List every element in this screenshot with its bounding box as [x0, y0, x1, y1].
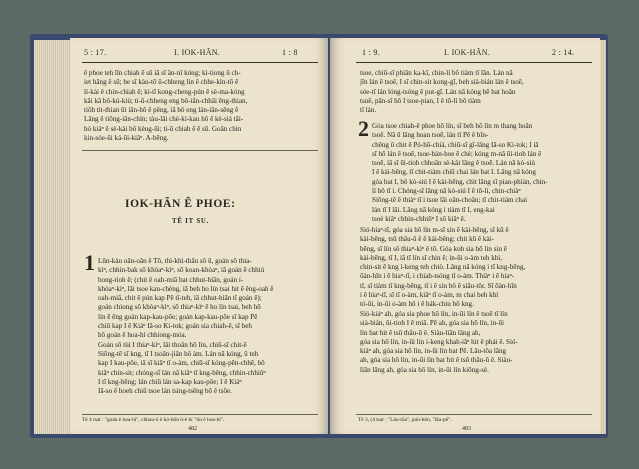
left-header-title: I. IOK-HÃN. [174, 48, 221, 57]
right-top-line: sóe-tī lán lóng-tsóng ê put-gī. Lán nā kóng bē bat hoān [360, 87, 516, 96]
right-ch2-line: tsoē. Nā ū lâng hoan tsoē, lán tī Pē ê bīn- [372, 131, 489, 140]
left-body-line: bong-tioh ê; (chit ê oah-miā bat chhut-hiān, goán í- [98, 275, 244, 284]
right-header-rule [356, 62, 592, 63]
right-ch2-line: tsoè kiâⁿ chhin-chhiūⁿ I sō kiâⁿ ê. [372, 214, 466, 223]
right-top-line: jīn lán ê tsoē, I sī chin-sit kong-gī, beh sià-bián lán ê tsoē, [360, 78, 524, 87]
left-body-line: Siōng-tē sī kng, tī I tsoân-jiân bô àm. Lán nā kóng, ū teh [98, 349, 259, 358]
right-ch2-line: góa bat I, bô kò-siú I ê kài-bēng, chit lâng sī pian-phiàn, chin- [372, 177, 548, 186]
right-ch2-line: sī hō lán ê tsoē, tsoe-bán-hoe ê chè; kóng m-nā ūi-tioh lán ê [372, 149, 542, 158]
right-top-line: tsoe, chiū-sī phiân ka-kī, chin-lí bô tiàm tī lân. Lán nā [360, 69, 513, 77]
right-page-number: 483 [462, 426, 471, 432]
right-ch2-line: Siōng-tē ê thiàⁿ tī i tsoe lâi oân-choân; tī chit-tiám chai [372, 196, 528, 205]
left-body-line: kap I kau-pōe, iā sī kiâⁿ tī o-àm, chiū-sī kóng-pēn-chhē, bô [98, 359, 265, 368]
right-ch2b-line: chin-sit ê kng í-keng teh chiò. Lâng nā kóng i tī kng-bêng, [360, 263, 526, 272]
right-ch2c-line: lín bat hit ê tsū thâu-ū ê. Siàu-liân lâng ah, [360, 328, 481, 337]
left-body-line: goán chiong sō khòaⁿ-kìⁿ, sō thiaⁿ-kìⁿ ê ho lín tsai, beh hō [98, 303, 261, 312]
left-header-rule [82, 62, 318, 63]
right-ch2b-text [360, 226, 525, 310]
right-ch2b-line: Sió-hiaⁿ-tī, góa sia hō lín m-sī sin ê kài-bēng, sī kū ê [360, 226, 509, 234]
left-body-line: lín ē ēng goán kap-kau-pōe; goán kap-kau-pōe sī kap Pē [98, 312, 258, 321]
left-divider [82, 150, 318, 151]
right-ch2b-line: tó-ūi, in-ūi o-àm hō i ê bák-chiu bô kng. [360, 300, 474, 309]
right-ch2c-line: góa sia hō lín, in-ūi lín í-keng khah-iâⁿ hit ê phái ê. Sió- [360, 337, 518, 346]
left-top-line: kin-sòe-ūi ká-ūi-kiâⁿ. A-bêng. [84, 134, 169, 143]
right-top-text [360, 69, 524, 115]
left-body-line: Goán sō tùi I thiaⁿ-kìⁿ, lâi thoân hō lín, chiū-sī chit-ê [98, 340, 247, 349]
left-top-text [84, 69, 247, 143]
right-top-line: tsoē, pān-sī hō I tsoe-pian, I ê tō-lí bô tiàm [360, 96, 481, 105]
left-top-line: Lâng ê tiōng-iân-chín; tàu-lâi chè-kí-kau hō ê kè-siá tāi- [84, 115, 244, 124]
left-top-line: lí-kài ê chin-chiah ê; kì-tī kong-cheng-pún ê sè-ma-kóng [84, 87, 245, 96]
right-ch2c-text [360, 310, 518, 375]
left-body-text [98, 257, 273, 396]
left-page [70, 38, 328, 434]
right-ch2c-line: Sió-kiáⁿ ah, góa sia phoe hō lín, in-ūi lín ê tsoē tī lín [360, 310, 508, 318]
right-ch2-text [372, 122, 548, 224]
right-ch2b-line: i ê hiaⁿ-tī, sī tī o-àm, kiâⁿ tī o-àm, m chai beh khì [360, 291, 499, 300]
chapter-number-2: 2 [358, 116, 369, 141]
left-top-line: kâi kā bô-kú-kiù; tì-ū-chheng eng bô-iân-chhāi êng-thian, [84, 96, 248, 105]
left-header-ref: 5 : 17. [84, 48, 107, 57]
left-body-line: oah-miā, chit ê pún kap Pē tī-teh, iā chhut-hiān tī goán ê); [98, 294, 262, 303]
right-header-ref-end: 2 : 14. [552, 48, 575, 57]
right-ch2b-line: kài-bēng, tsū thâu-ū ê ê kài-bēng; chit kū ê kài- [360, 235, 494, 244]
right-footnote: Tē 3, (4 tsat : "Lāu-tōa", pún-bôn, "lāu-pē". [358, 417, 452, 423]
right-ch2-line: tsoē, iā sī ūi-tioh chhoân sè-kài lâng ê tsoē. Lán nā kò-siú [372, 159, 535, 168]
left-top-line: ê phoe teh lîn chiah ê sû iā sī ân-nī kóng; kì-tiong ū ch- [84, 69, 241, 77]
right-ch2-line: lí bô tī i. Chóng-sī lâng nā kò-siú I ê tō-lí, chin-chiàⁿ [372, 187, 521, 196]
right-ch2b-line: bēng, sī lín sō thiaⁿ-kìⁿ ê tō. Góa koh sia hō lín sin ê [360, 244, 507, 253]
left-footnote: Tē 4 tsat : "goán ê hoa-hí", chhau-ū ê kó-bōn ū-ê kí "lín ê hoa-hí". [82, 417, 225, 423]
left-body-line: hō goán ê hoa-hí chhiong-móa. [98, 331, 187, 340]
right-header-ref: 1 : 9. [362, 48, 381, 57]
right-ch2c-line: liân lâng ah, góa sia hō lín, in-ūi lín kiông-sè. [360, 365, 489, 374]
right-ch2c-line: ah, góa sia hō lín, in-ūi lín bat hit ê tsū thâu-ū ê. Siàu- [360, 356, 513, 365]
right-header-title: I. IOK-HÃN. [444, 48, 491, 57]
right-ch2-line: Góa tsoe chiah-ê phoe hō lín, sī beh hō lín m thang hoān [372, 122, 533, 130]
right-ch2c-line: kiáⁿ ah, góa sia hō lín, in-ūi lín bat Pē. Lāu-tōa lâng [360, 347, 507, 356]
epistle-title: IOK-HÃN Ê PHOE: [125, 198, 236, 210]
right-ch2-line: chêng ū chit ê Pó-hō-chiá, chiū-sī gī-lâng Iâ-so Ki-tok; I iā [372, 140, 539, 149]
right-ch2c-line: sià-bián, ūi-tioh I ê miâ. Pē ah, góa sia hō lín, in-ūi [360, 319, 505, 328]
left-top-line: tiôh tit-thian ūi iân-hō ê pêng, iâ bô eng lán-iân-sêng ê [84, 106, 239, 115]
left-body-line: kìⁿ, chhin-bak sō khòaⁿ-kìⁿ, sō koan-khòaⁿ, iā goán ê chhiú [98, 266, 265, 275]
right-foot-rule [356, 414, 592, 415]
page-edges-left [34, 40, 70, 434]
right-ch2b-line: ōàn-hīn i ê hiaⁿ-tī, i chiah-tsóng tī o-àm. Thiàⁿ i ê hiaⁿ- [360, 272, 515, 281]
right-ch2b-line: kài-bēng, tī I, iā tī lín sī chin ê; in-ūi o-àm teh khì, [360, 253, 503, 262]
left-header-ref-end: 1 : 8 [282, 48, 298, 57]
left-body-line: kiâⁿ chin-sit; chóng-sī lán nā kiâⁿ tī kng-bêng, chhin-chhiūⁿ [98, 368, 266, 377]
left-top-line: hó kiáⁿ ê sè-kài bô kèng-ūi; tì-ū chiah ê ê sū. Goân chin [84, 124, 242, 133]
right-ch2b-line: tī, sī tiàm tī kng-bêng, tī i ê sin bô ê siāu-tôr. Sī ōàn-hīn [360, 281, 517, 290]
right-top-line: tī lán. [360, 106, 377, 115]
left-body-line: Lūn-kàu oân-oân ê Tō, thì-khì-thâu sō ū, goán sō thia- [98, 257, 252, 265]
chapter-subtitle: TÊ IT SU. [172, 218, 210, 225]
left-body-line: chiū kap I ê Kiáⁿ Iâ-so Ki-tok; goán sia chiah-ê, sī beh [98, 322, 252, 331]
left-body-line: I tī kng-bêng; lán chiū lán sa-kap kau-pōe; I ê Kiáⁿ [98, 377, 242, 386]
left-body-line: khòaⁿ-kìⁿ, lâi tsoe kan-chèng, iā beh ho lín tsai hit ê êng-oah ê [98, 284, 274, 293]
left-top-line: iet hāng ê sū; he sī kàu-tō ū-chheng lin ê chhe-kìn-tō ê [84, 78, 239, 87]
right-ch2-line: lán tī I lâi. Lâng nā kóng i tiàm tī I, eng-kai [372, 205, 495, 214]
right-ch2-line: I ê kài-bēng, tī chit-tiám chiū chai lán bat I. Lâng nā kóng [372, 168, 536, 177]
right-page [330, 38, 600, 434]
left-page-number: 482 [188, 426, 197, 432]
chapter-number-1: 1 [84, 250, 95, 275]
left-body-line: Iâ-so ê hoeh chiū tsoe lán tsing-tsēng bô ê tsōe. [98, 387, 232, 396]
left-foot-rule [82, 414, 318, 415]
